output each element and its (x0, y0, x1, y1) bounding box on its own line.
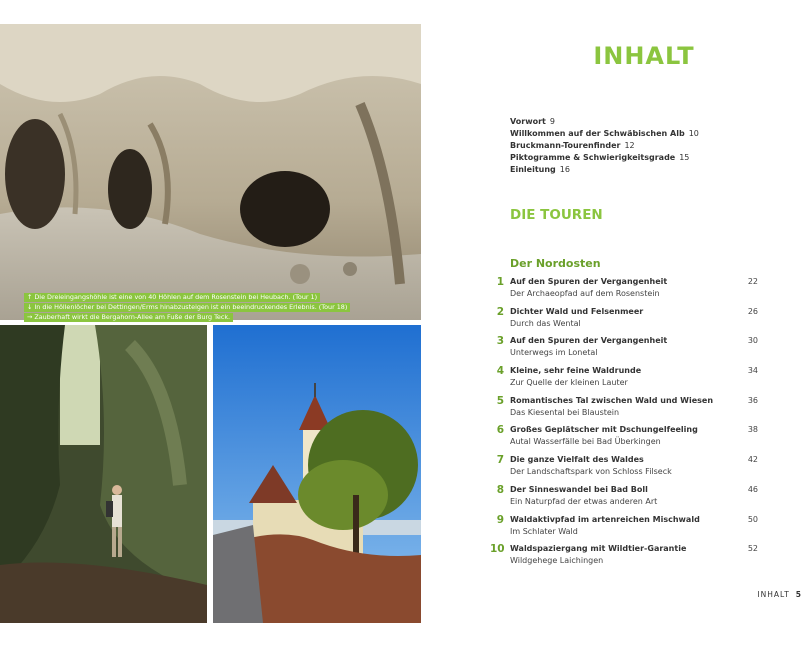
front-matter-page: 10 (688, 129, 699, 138)
tour-title: Romantisches Tal zwischen Wald und Wiesen (510, 395, 714, 405)
front-matter-title: Vorwort (510, 117, 546, 126)
front-matter-title: Piktogramme & Schwierigkeitsgrade (510, 153, 676, 162)
front-matter-page: 12 (624, 141, 635, 150)
photo-captions (24, 293, 350, 322)
tour-number: 6 (496, 424, 504, 437)
tour-entry-9[interactable] (490, 514, 790, 544)
front-matter-title: Willkommen auf der Schwäbischen Alb (510, 129, 685, 138)
front-matter-title: Bruckmann-Tourenfinder (510, 141, 621, 150)
front-matter-list (510, 116, 699, 176)
tour-number: 5 (496, 394, 504, 407)
front-matter-item[interactable] (510, 164, 699, 176)
tour-number: 9 (496, 513, 504, 526)
church-photo (213, 325, 421, 623)
tour-page: 30 (747, 336, 758, 346)
tour-title: Auf den Spuren der Vergangenheit (510, 277, 668, 286)
tour-title: Waldaktivpfad im artenreichen Mischwald (510, 514, 700, 524)
gorge-photo (0, 325, 207, 623)
tour-number: 1 (496, 276, 504, 288)
tour-number: 7 (496, 454, 504, 467)
tour-subtitle: Der Landschaftspark von Schloss Filseck (510, 467, 672, 477)
tour-subtitle: Im Schlater Wald (510, 526, 578, 536)
tour-entry-2[interactable] (490, 306, 790, 336)
cave-photo (0, 24, 421, 320)
tour-page: 52 (747, 544, 758, 554)
tour-subtitle: Zur Quelle der kleinen Lauter (510, 378, 628, 388)
front-matter-page: 15 (679, 153, 690, 162)
tour-entry-1[interactable] (490, 276, 790, 306)
front-matter-page: 9 (549, 117, 555, 126)
tour-title: Dichter Wald und Felsenmeer (510, 306, 644, 316)
section-heading: DIE TOUREN (510, 207, 603, 223)
tour-entry-4[interactable] (490, 365, 790, 395)
tour-title: Großes Geplätscher mit Dschungelfeeling (510, 425, 698, 435)
tour-title: Die ganze Vielfalt des Waldes (510, 455, 644, 465)
tour-entry-7[interactable] (490, 454, 790, 484)
front-matter-item[interactable] (510, 116, 699, 128)
tour-title: Der Sinneswandel bei Bad Boll (510, 484, 648, 494)
tour-subtitle: Der Archaeopfad auf dem Rosenstein (510, 289, 660, 298)
front-matter-item[interactable] (510, 152, 699, 164)
front-matter-title: Einleitung (510, 165, 556, 174)
caption-cave: ↑ Die Dreieingangshöhle ist eine von 40 Höhlen auf dem Rosenstein bei Heubach. (Tour 1) (24, 293, 320, 302)
tour-page: 38 (747, 425, 758, 435)
tour-entry-5[interactable] (490, 395, 790, 425)
tour-page: 36 (747, 395, 758, 405)
page-title: INHALT (593, 42, 695, 70)
tour-subtitle: Das Kiesental bei Blaustein (510, 407, 620, 417)
tour-number: 3 (496, 335, 504, 348)
tour-title: Kleine, sehr feine Waldrunde (510, 366, 642, 376)
tour-subtitle: Wildgehege Laichingen (510, 556, 604, 566)
front-matter-page: 16 (559, 165, 570, 174)
footer-label: INHALT (757, 590, 790, 599)
tour-page: 26 (747, 306, 758, 316)
tour-page: 50 (747, 514, 758, 524)
front-matter-item[interactable] (510, 140, 699, 152)
tour-list (490, 276, 790, 573)
tour-entry-3[interactable] (490, 335, 790, 365)
caption-bergahorn: → Zauberhaft wirkt die Bergahorn-Allee am Fuße der Burg Teck. (24, 313, 233, 322)
tour-title: Auf den Spuren der Vergangenheit (510, 336, 668, 346)
tour-number: 4 (496, 365, 504, 378)
tour-entry-8[interactable] (490, 484, 790, 514)
tour-page: 34 (747, 366, 758, 376)
tour-page: 46 (747, 484, 758, 494)
page-number: 5 (795, 590, 802, 599)
region-heading: Der Nordosten (510, 257, 601, 270)
tour-subtitle: Unterwegs im Lonetal (510, 348, 598, 358)
tour-page: 22 (747, 277, 758, 286)
tour-number: 8 (496, 483, 504, 496)
tour-title: Waldspaziergang mit Wildtier-Garantie (510, 544, 687, 554)
tour-subtitle: Ein Naturpfad der etwas anderen Art (510, 496, 658, 506)
tour-number: 2 (496, 305, 504, 318)
tour-page: 42 (747, 455, 758, 465)
tour-number: 10 (490, 543, 505, 556)
tour-entry-6[interactable] (490, 424, 790, 454)
caption-hoellenloecher: ↓ In die Höllenlöcher bei Dettingen/Erms hinabzusteigen ist ein beeindruckendes Erlebnis. (Tour 18) (24, 303, 350, 312)
contents-page (424, 0, 808, 646)
tour-subtitle: Autal Wasserfälle bei Bad Überkingen (510, 437, 661, 447)
tour-entry-10[interactable] (490, 543, 790, 573)
tour-subtitle: Durch das Wental (510, 318, 581, 328)
front-matter-item[interactable] (510, 128, 699, 140)
page-footer (757, 590, 802, 599)
